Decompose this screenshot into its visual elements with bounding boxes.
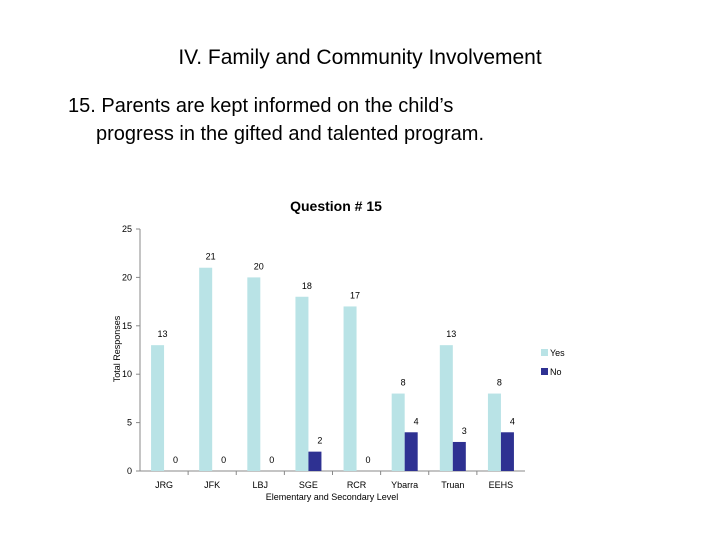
bar-yes <box>151 345 164 471</box>
data-label-yes: 17 <box>350 290 361 301</box>
y-tick-label: 25 <box>121 224 132 234</box>
y-tick-label: 0 <box>126 466 132 476</box>
data-label-no: 0 <box>365 455 371 465</box>
data-label-no: 0 <box>173 455 179 465</box>
x-tick-label: Ybarra <box>391 480 419 490</box>
bar-no <box>405 432 418 471</box>
bar-yes <box>392 394 405 471</box>
data-label-yes: 8 <box>496 377 502 388</box>
data-label-yes: 8 <box>400 377 406 388</box>
bar-no <box>453 442 466 471</box>
data-label-yes: 18 <box>301 280 312 291</box>
y-axis-label: Total Responses <box>112 315 122 383</box>
y-tick-label: 15 <box>121 320 132 331</box>
data-label-yes: 20 <box>253 261 264 272</box>
y-tick-label: 5 <box>126 417 132 428</box>
legend-swatch-no <box>541 368 548 375</box>
x-tick-label: JFK <box>204 480 221 490</box>
x-tick-label: JRG <box>155 480 174 490</box>
data-label-no: 0 <box>221 455 227 465</box>
chart-title: Question # 15 <box>290 198 382 214</box>
data-label-yes: 13 <box>157 329 168 340</box>
data-label-yes: 21 <box>205 251 216 262</box>
data-label-yes: 13 <box>446 329 457 340</box>
legend-swatch-yes <box>541 349 548 356</box>
bar-yes <box>344 306 357 471</box>
question-line-2: progress in the gifted and talented program. <box>96 123 485 145</box>
x-tick-label: LBJ <box>252 480 269 490</box>
x-tick-label: Truan <box>441 480 465 490</box>
bar-yes <box>247 277 260 471</box>
bar-no <box>501 432 514 471</box>
x-tick-label: SGE <box>298 480 318 490</box>
bar-yes <box>440 345 453 471</box>
slide-title: IV. Family and Community Involvement <box>178 46 542 69</box>
data-label-no: 4 <box>509 416 515 427</box>
data-label-no: 4 <box>413 416 419 427</box>
legend-label-no: No <box>550 367 562 377</box>
y-tick-label: 20 <box>121 272 132 283</box>
question-line-1: 15. Parents are kept informed on the child’s <box>68 95 454 117</box>
data-label-no: 2 <box>317 435 323 446</box>
x-tick-label: RCR <box>346 480 367 490</box>
y-tick-label: 10 <box>121 369 132 380</box>
data-label-no: 3 <box>461 425 467 436</box>
bar-yes <box>199 268 212 471</box>
legend-label-yes: Yes <box>550 348 565 358</box>
bar-yes <box>295 297 308 471</box>
x-tick-label: EEHS <box>488 480 514 490</box>
bar-yes <box>488 394 501 471</box>
data-label-no: 0 <box>269 455 275 465</box>
x-axis-label: Elementary and Secondary Level <box>265 492 399 502</box>
bar-no <box>308 452 321 471</box>
